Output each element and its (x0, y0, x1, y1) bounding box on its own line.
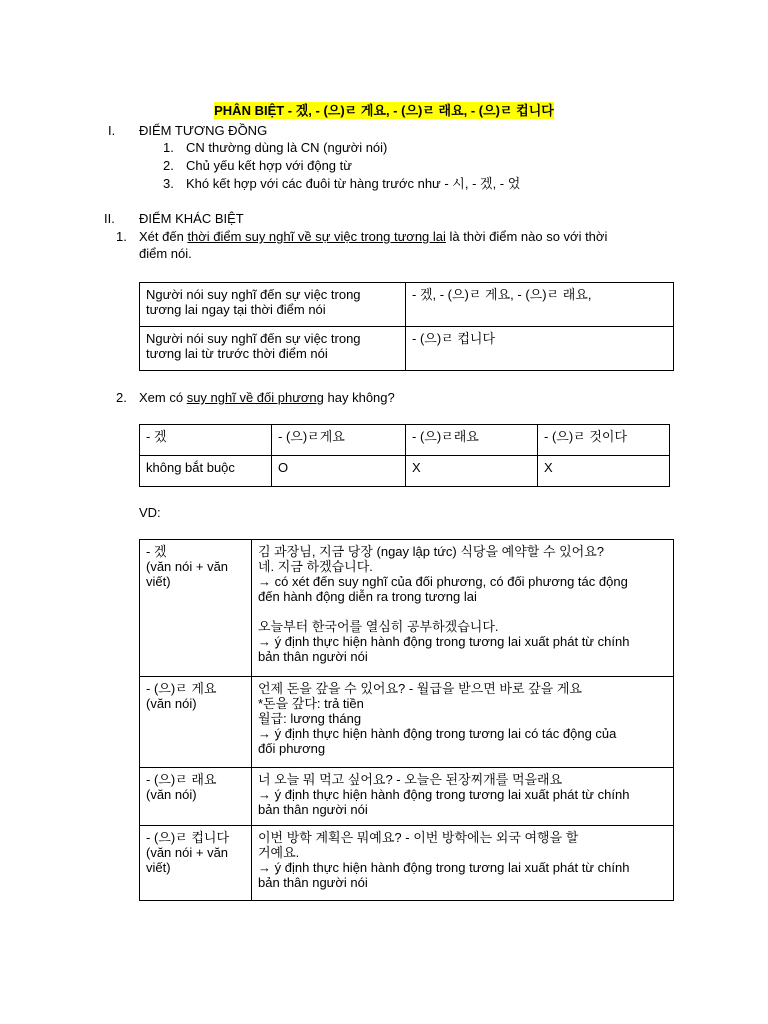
example-explanation: đến hành động diễn ra trong tương lai (258, 589, 477, 604)
table-cell (140, 540, 252, 677)
point-1-underlined: thời điểm suy nghĩ về sự việc trong tương lai (187, 229, 446, 244)
table-row (140, 456, 670, 487)
form-note: (văn nói + văn (146, 845, 229, 860)
cell-text: Người nói suy nghĩ đến sự việc trong (146, 287, 361, 302)
example-explanation: → ý định thực hiện hành động trong tương lai xuất phát từ chính (258, 860, 630, 875)
example-note: *돈을 갚다: trả tiền (258, 696, 364, 711)
form-label: - 겠 (146, 544, 167, 559)
example-sentence: 김 과장님, 지금 당장 (ngay lập tức) 식당을 예약할 수 있어요? (258, 544, 605, 559)
example-explanation: bản thân người nói (258, 802, 368, 817)
point-2-text (139, 390, 395, 405)
point-2-underlined: suy nghĩ về đối phương (186, 390, 324, 405)
table-cell (140, 768, 252, 826)
form-note: (văn nói + văn (146, 559, 229, 574)
table-cell (140, 283, 406, 327)
point-2-post: hay không? (323, 390, 395, 405)
list-item: Khó kết hợp với các đuôi từ hàng trước như - 시, - 겠, - 었 (186, 176, 521, 191)
table-row (140, 768, 674, 826)
table-cell: không bắt buộc (140, 456, 272, 487)
form-note: (văn nói) (146, 787, 197, 802)
table-cell (252, 768, 674, 826)
table-cell (140, 677, 252, 768)
cell-text: Người nói suy nghĩ đến sự việc trong (146, 331, 361, 346)
example-sentence: 오늘부터 한국어를 열심히 공부하겠습니다. (258, 619, 499, 634)
point-1-text (139, 229, 699, 244)
table-cell (252, 677, 674, 768)
form-note: viết) (146, 860, 171, 875)
section-1-heading: ĐIỂM TƯƠNG ĐỒNG (139, 123, 268, 138)
example-explanation: → ý định thực hiện hành động trong tương lai xuất phát từ chính (258, 634, 630, 649)
example-explanation: đối phương (258, 741, 326, 756)
list-item-number: 2. (163, 158, 174, 173)
example-note: 월급: lương tháng (258, 711, 362, 726)
list-item-number: 3. (163, 176, 174, 191)
table-header-cell: - (으)ㄹ게요 (272, 425, 406, 456)
cell-text: tương lai từ trước thời điểm nói (146, 346, 328, 361)
cell-text: tương lai ngay tại thời điểm nói (146, 302, 326, 317)
table-cell: O (272, 456, 406, 487)
table-cell (140, 826, 252, 901)
form-note: (văn nói) (146, 696, 197, 711)
example-explanation: → ý định thực hiện hành động trong tương lai xuất phát từ chính (258, 787, 630, 802)
comparison-table-2 (139, 424, 670, 487)
point-1-number: 1. (116, 229, 127, 244)
example-explanation: bản thân người nói (258, 875, 368, 890)
table-cell (252, 826, 674, 901)
table-cell: X (538, 456, 670, 487)
table-cell (140, 327, 406, 371)
list-item: Chủ yếu kết hợp với động từ (186, 158, 352, 173)
title-highlight: PHÂN BIỆT - 겠, - (으)ㄹ 게요, - (으)ㄹ 래요, - (으)ㄹ 컵니다 (214, 103, 554, 118)
table-row (140, 283, 674, 327)
table-row (140, 677, 674, 768)
comparison-table-1 (139, 282, 674, 371)
section-2-heading: ĐIỂM KHÁC BIỆT (139, 211, 244, 226)
example-explanation: → có xét đến suy nghĩ của đối phương, có đối phương tác động (258, 574, 628, 589)
example-sentence: 언제 돈을 갚을 수 있어요? - 월급을 받으면 바로 갚을 게요 (258, 681, 582, 696)
list-item: CN thường dùng là CN (người nói) (186, 140, 388, 155)
example-sentence: 거예요. (258, 845, 300, 860)
table-row (140, 327, 674, 371)
table-header-cell: - 겠 (140, 425, 272, 456)
example-sentence: 이번 방학 계획은 뭐예요? - 이번 방학에는 외국 여행을 할 (258, 830, 579, 845)
point-2-pre: Xem có (139, 390, 187, 405)
table-cell (406, 283, 674, 327)
section-2-numeral: II. (104, 211, 115, 226)
form-label: - (으)ㄹ 컵니다 (146, 830, 230, 845)
page-title (0, 103, 768, 118)
section-1-numeral: I. (108, 123, 116, 138)
table-cell (406, 327, 674, 371)
table-cell (252, 540, 674, 677)
point-1-pre: Xét đến (139, 229, 188, 244)
point-1-line-2: điểm nói. (139, 246, 192, 261)
example-explanation: bản thân người nói (258, 649, 368, 664)
cell-text: - 겠, - (으)ㄹ 게요, - (으)ㄹ 래요, (412, 287, 592, 302)
list-item-number: 1. (163, 140, 174, 155)
example-sentence: 네. 지금 하겠습니다. (258, 559, 373, 574)
examples-table (139, 539, 674, 901)
example-explanation: → ý định thực hiện hành động trong tương lai có tác động của (258, 726, 617, 741)
form-label: - (으)ㄹ 래요 (146, 772, 217, 787)
table-header-cell: - (으)ㄹ래요 (406, 425, 538, 456)
form-note: viết) (146, 574, 171, 589)
point-2-number: 2. (116, 390, 127, 405)
cell-text: - (으)ㄹ 컵니다 (412, 331, 496, 346)
example-sentence: 너 오늘 뭐 먹고 싶어요? - 오늘은 된장찌개를 먹을래요 (258, 772, 563, 787)
table-header-cell: - (으)ㄹ 것이다 (538, 425, 670, 456)
table-row (140, 826, 674, 901)
example-label: VD: (139, 505, 161, 520)
table-header-row (140, 425, 670, 456)
table-row (140, 540, 674, 677)
spacer (258, 604, 667, 619)
form-label: - (으)ㄹ 게요 (146, 681, 217, 696)
table-cell: X (406, 456, 538, 487)
point-1-post: là thời điểm nào so với thời (445, 229, 608, 244)
